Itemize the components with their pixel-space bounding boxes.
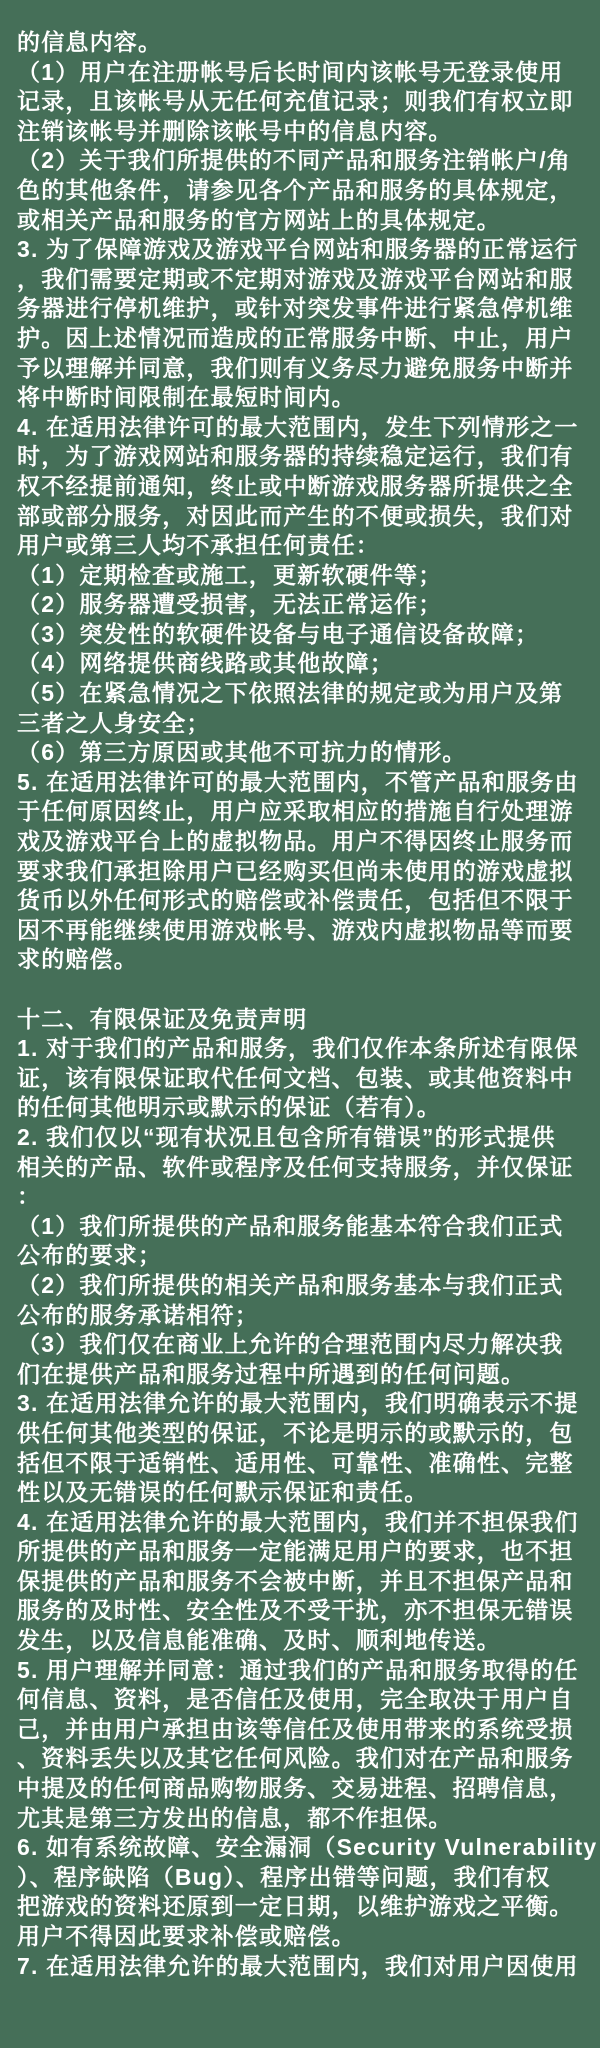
text-line: （2）我们所提供的相关产品和服务基本与我们正式 <box>17 1271 564 1298</box>
text-line: 4. 在适用法律允许的最大范围内，我们并不担保我们 <box>17 1508 579 1535</box>
text-line: （5）在紧急情况之下依照法律的规定或为用户及第 <box>17 680 564 707</box>
text-line: 2. 我们仅以“现有状况且包含所有错误”的形式提供 <box>17 1123 556 1150</box>
text-line: 公布的服务承诺相符； <box>17 1301 259 1328</box>
text-line: 部或部分服务，对因此而产生的不便或损失，我们对 <box>17 502 574 529</box>
text-line: 权不经提前通知，终止或中断游戏服务器所提供之全 <box>17 472 574 499</box>
text-line: 求的赔偿。 <box>17 946 138 973</box>
text-line: 三者之人身安全； <box>17 709 211 736</box>
text-line: 务器进行停机维护，或针对突发事件进行紧急停机维 <box>17 295 574 322</box>
text-line: 把游戏的资料还原到一定日期，以维护游戏之平衡。 <box>17 1893 574 1920</box>
text-line: 性以及无错误的任何默示保证和责任。 <box>17 1479 429 1506</box>
text-line: 用户或第三人均不承担任何责任： <box>17 532 380 559</box>
text-line: （2）服务器遭受损害，无法正常运作； <box>17 591 443 618</box>
text-line: 5. 用户理解并同意：通过我们的产品和服务取得的任 <box>17 1656 579 1683</box>
text-line: （3）突发性的软硬件设备与电子通信设备故障； <box>17 620 540 647</box>
text-line: 尤其是第三方发出的信息，都不作担保。 <box>17 1804 453 1831</box>
text-line: 1. 对于我们的产品和服务，我们仅作本条所述有限保 <box>17 1035 579 1062</box>
text-line: 十二、有限保证及免责声明 <box>17 1005 308 1032</box>
text-line: 4. 在适用法律许可的最大范围内，发生下列情形之一 <box>17 413 579 440</box>
text-line: 7. 在适用法律允许的最大范围内，我们对用户因使用 <box>17 1952 579 1979</box>
blank-line <box>17 975 587 1005</box>
text-line: 保提供的产品和服务不会被中断，并且不担保产品和 <box>17 1567 574 1594</box>
text-line: 己，并由用户承担由该等信任及使用带来的系统受损 <box>17 1715 574 1742</box>
text-line: 因不再能继续使用游戏帐号、游戏内虚拟物品等而要 <box>17 916 574 943</box>
text-line: 用户不得因此要求补偿或赔偿。 <box>17 1923 356 1949</box>
text-line: （1）我们所提供的产品和服务能基本符合我们正式 <box>17 1212 564 1239</box>
text-line: 们在提供产品和服务过程中所遇到的任何问题。 <box>17 1360 526 1387</box>
text-line: 3. 为了保障游戏及游戏平台网站和服务器的正常运行 <box>17 236 579 263</box>
text-line: 3. 在适用法律允许的最大范围内，我们明确表示不提 <box>17 1390 579 1417</box>
text-line: （6）第三方原因或其他不可抗力的情形。 <box>17 739 467 766</box>
text-line: 色的其他条件，请参见各个产品和服务的具体规定， <box>17 176 574 203</box>
terms-text <box>17 28 598 1981</box>
text-line: 的任何其他明示或默示的保证（若有）。 <box>17 1094 442 1121</box>
text-line: 括但不限于适销性、适用性、可靠性、准确性、完整 <box>17 1449 574 1476</box>
text-line: 发生，以及信息能准确、及时、顺利地传送。 <box>17 1627 501 1654</box>
text-line: （1）定期检查或施工，更新软硬件等； <box>17 561 443 588</box>
text-line: 证，该有限保证取代任何文档、包装、或其他资料中 <box>17 1064 574 1091</box>
text-line: 时，为了游戏网站和服务器的持续稳定运行，我们有 <box>17 443 574 470</box>
text-line: ）、程序缺陷（Bug）、程序出错等问题，我们有权 <box>17 1863 551 1890</box>
text-line: 公布的要求； <box>17 1242 163 1269</box>
text-line: ： <box>17 1183 42 1210</box>
text-line: 服务的及时性、安全性及不受干扰，亦不担保无错误 <box>17 1597 574 1624</box>
text-line: 中提及的任何商品购物服务、交易进程、招聘信息， <box>17 1775 574 1802</box>
text-line: 记录，且该帐号从无任何充值记录；则我们有权立即 <box>17 88 574 115</box>
text-line: 、资料丢失以及其它任何风险。我们对在产品和服务 <box>17 1745 574 1772</box>
text-line: 货币以外任何形式的赔偿或补偿责任，包括但不限于 <box>17 887 574 914</box>
text-line: 何信息、资料，是否信任及使用，完全取决于用户自 <box>17 1686 574 1713</box>
text-line: 护。因上述情况而造成的正常服务中断、中止，用户 <box>17 324 574 351</box>
text-line: 所提供的产品和服务一定能满足用户的要求，也不担 <box>17 1538 574 1565</box>
text-line: 或相关产品和服务的官方网站上的具体规定。 <box>17 206 501 233</box>
text-line: 6. 如有系统故障、安全漏洞（Security Vulnerability <box>17 1834 598 1861</box>
text-line: 予以理解并同意，我们则有义务尽力避免服务中断并 <box>17 354 574 381</box>
text-line: 供任何其他类型的保证，不论是明示的或默示的，包 <box>17 1419 574 1446</box>
text-line: 注销该帐号并删除该帐号中的信息内容。 <box>17 117 453 144</box>
text-line: 5. 在适用法律许可的最大范围内，不管产品和服务由 <box>17 768 579 795</box>
text-line: 戏及游戏平台上的虚拟物品。用户不得因终止服务而 <box>17 828 574 855</box>
text-line: ，我们需要定期或不定期对游戏及游戏平台网站和服 <box>17 265 574 292</box>
text-line: （1）用户在注册帐号后长时间内该帐号无登录使用 <box>17 58 564 85</box>
text-line: 将中断时间限制在最短时间内。 <box>17 384 356 411</box>
text-line: 于任何原因终止，用户应采取相应的措施自行处理游 <box>17 798 574 825</box>
text-line: （4）网络提供商线路或其他故障； <box>17 650 394 677</box>
text-line: 相关的产品、软件或程序及任何支持服务，并仅保证 <box>17 1153 574 1180</box>
text-line: 的信息内容。 <box>17 29 163 55</box>
text-line: （3）我们仅在商业上允许的合理范围内尽力解决我 <box>17 1331 564 1358</box>
text-line: 要求我们承担除用户已经购买但尚未使用的游戏虚拟 <box>17 857 574 884</box>
text-line: （2）关于我们所提供的不同产品和服务注销帐户/角 <box>17 147 571 174</box>
